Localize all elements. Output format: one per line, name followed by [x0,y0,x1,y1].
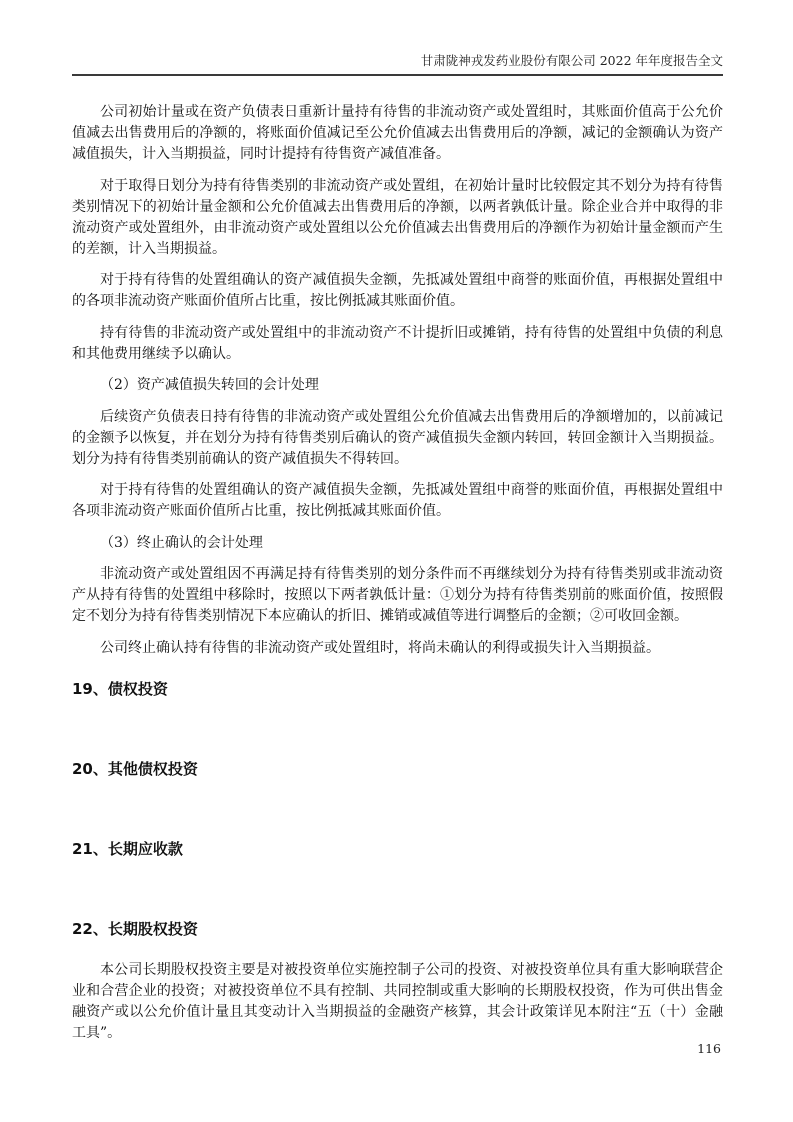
paragraph-reclassification-measurement: 非流动资产或处置组因不再满足持有待售类别的划分条件而不再继续划分为持有待售类别或非流动资产从持有待售的处置组中移除时，按照以下两者孰低计量：①划分为持有待售类别前的账面价值，按照假定不划分为持有待售类别情况下本应确认的折旧、摊销或减值等进行调整后的金额；②可收回金额。 [72,566,723,624]
page-number: 116 [697,1041,721,1056]
subheading-derecognition: （3）终止确认的会计处理 [100,534,263,551]
subheading-impairment-reversal: （2）资产减值损失转回的会计处理 [100,377,319,393]
paragraph-impairment-allocation-2: 对于持有待售的处置组确认的资产减值损失金额，先抵减处置组中商誉的账面价值，再根据处置组中各项非流动资产账面价值所占比重，按比例抵减其账面价值。 [72,482,723,519]
page-footer [697,1041,721,1056]
paragraph-acquisition-date-classification: 对于取得日划分为持有待售类别的非流动资产或处置组，在初始计量时比较假定其不划分为持有待售类别情况下的初始计量金额和公允价值减去出售费用后的净额，以两者孰低计量。除企业合并中取得的非流动资产或处置组外，由非流动资产或处置组以公允价值减去出售费用后的净额作为初始计量金额而产生的差额，计入当期损益。 [72,177,723,257]
paragraph-no-depreciation: 持有待售的非流动资产或处置组中的非流动资产不计提折旧或摊销，持有待售的处置组中负债的利息和其他费用继续予以确认。 [72,324,723,362]
paragraph-impairment-allocation-1: 对于持有待售的处置组确认的资产减值损失金额，先抵减处置组中商誉的账面价值，再根据处置组中的各项非流动资产账面价值所占比重，按比例抵减其账面价值。 [72,272,723,309]
paragraph-impairment-reversal-detail: 后续资产负债表日持有待售的非流动资产或处置组公允价值减去出售费用后的净额增加的，以前减记的金额予以恢复，并在划分为持有待售类别后确认的资产减值损失金额内转回，转回金额计入当期损益。划分为持有待售类别前确认的资产减值损失不得转回。 [72,408,723,467]
report-header-title: 甘肃陇神戎发药业股份有限公司 2022 年年度报告全文 [420,53,723,68]
paragraph-long-term-equity-policy: 本公司长期股权投资主要是对被投资单位实施控制子公司的投资、对被投资单位具有重大影响联营企业和合营企业的投资；对被投资单位不具有控制、共同控制或重大影响的长期股权投资，作为可供出售金融资产或以公允价值计量且其变动计入当期损益的金融资产核算，其会计政策详见本附注“五（十）金融工具”。 [72,961,723,1041]
page-content [72,76,723,1044]
section-heading-21-long-term-receivables: 21、长期应收款 [72,839,183,858]
page-header [72,52,723,76]
paragraph-hfs-initial-measurement: 公司初始计量或在资产负债表日重新计量持有待售的非流动资产或处置组时，其账面价值高于公允价值减去出售费用后的净额的，将账面价值减记至公允价值减去出售费用后的净额，减记的金额确认为资产减值损失，计入当期损益，同时计提持有待售资产减值准备。 [72,104,723,162]
paragraph-derecognition-gains: 公司终止确认持有待售的非流动资产或处置组时，将尚未确认的利得或损失计入当期损益。 [100,639,660,656]
section-heading-19-debt-investments: 19、债权投资 [72,679,168,698]
section-heading-20-other-debt-investments: 20、其他债权投资 [72,759,198,778]
section-heading-22-long-term-equity-investments: 22、长期股权投资 [72,919,198,938]
